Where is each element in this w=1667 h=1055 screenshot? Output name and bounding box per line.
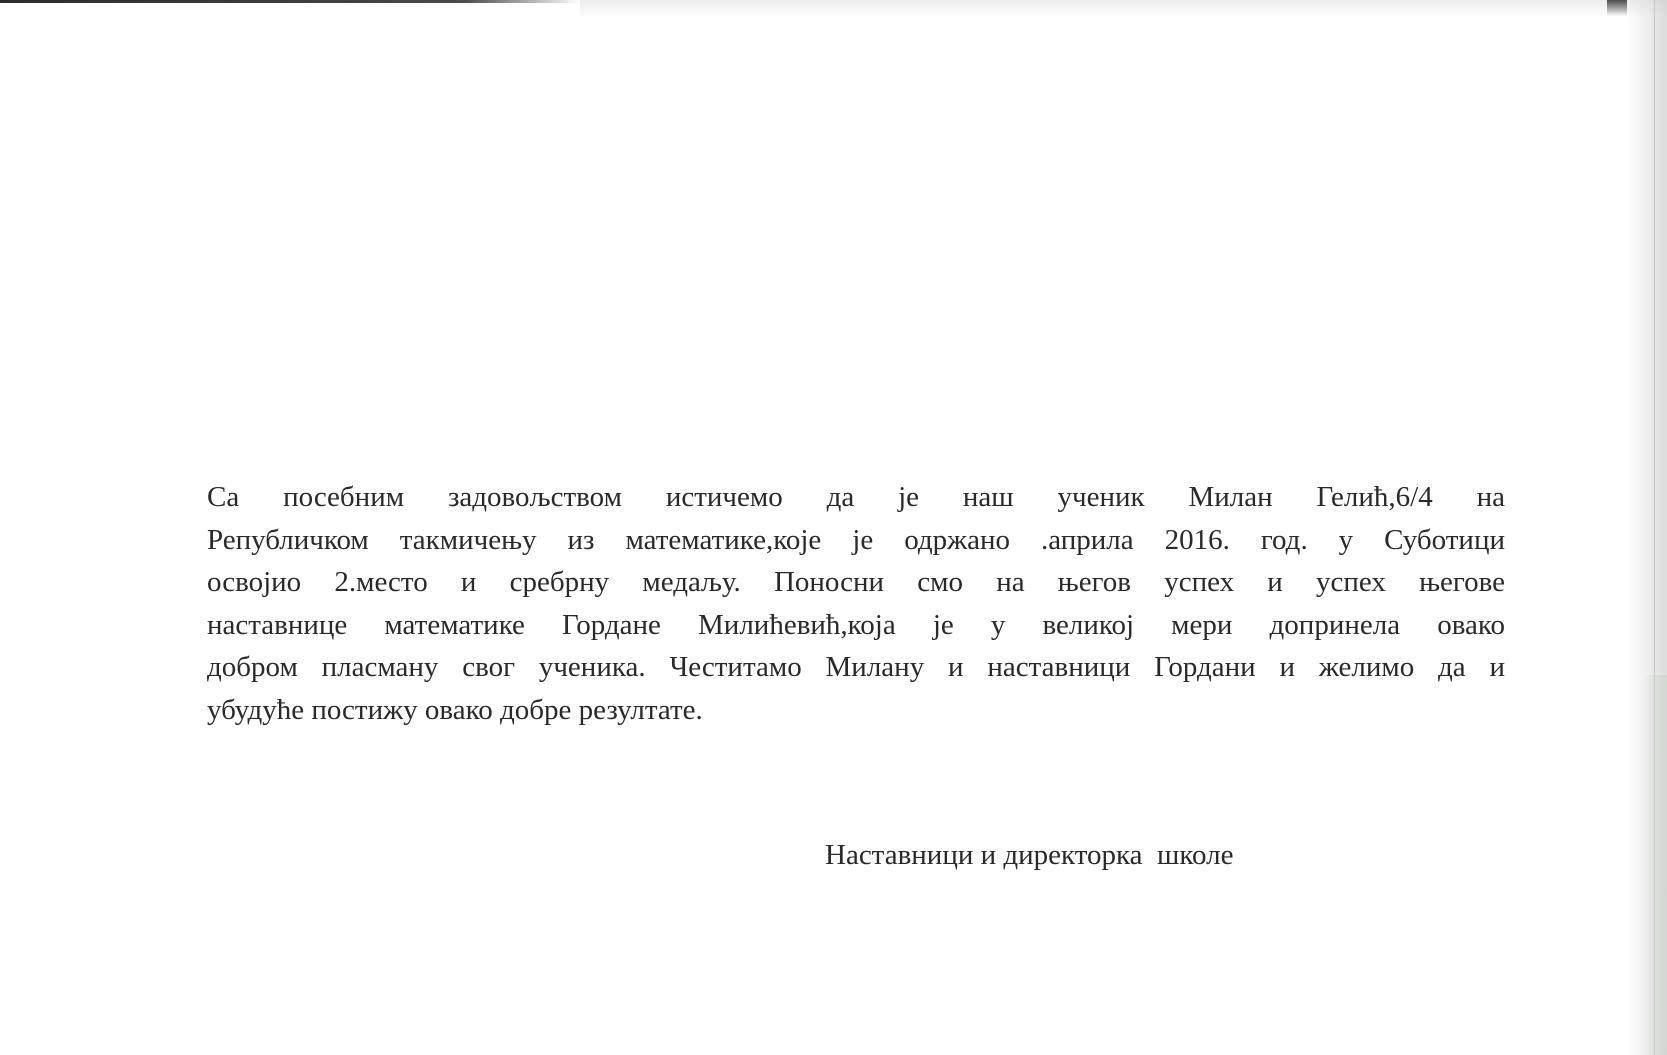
scan-top-shadow (580, 0, 1667, 18)
letter-body (207, 476, 1505, 731)
letter-line: убудуће постижу овако добре резултате. (207, 693, 703, 726)
scan-corner-mark (1607, 0, 1627, 16)
letter-line: наставнице математике Гордане Милићевић,која је у великој мери допринела овако (207, 608, 1505, 641)
letter-line: Републичком такмичењу из математике,које је одржано .априла 2016. год. у Суботици (207, 523, 1505, 556)
scan-top-edge (0, 0, 580, 3)
signature: Наставници и директорка школе (825, 839, 1234, 871)
letter-line: освојио 2.место и сребрну медаљу. Поносни смо на његов успех и успех његове (207, 566, 1505, 598)
letter-line: Са посебним задовољством истичемо да је наш ученик Милан Гелић,6/4 на (207, 481, 1505, 513)
scan-bottom-shade (1641, 675, 1667, 1055)
letter-line: добром пласману свог ученика. Честитамо Милану и наставници Гордани и желимо да и (207, 651, 1505, 683)
